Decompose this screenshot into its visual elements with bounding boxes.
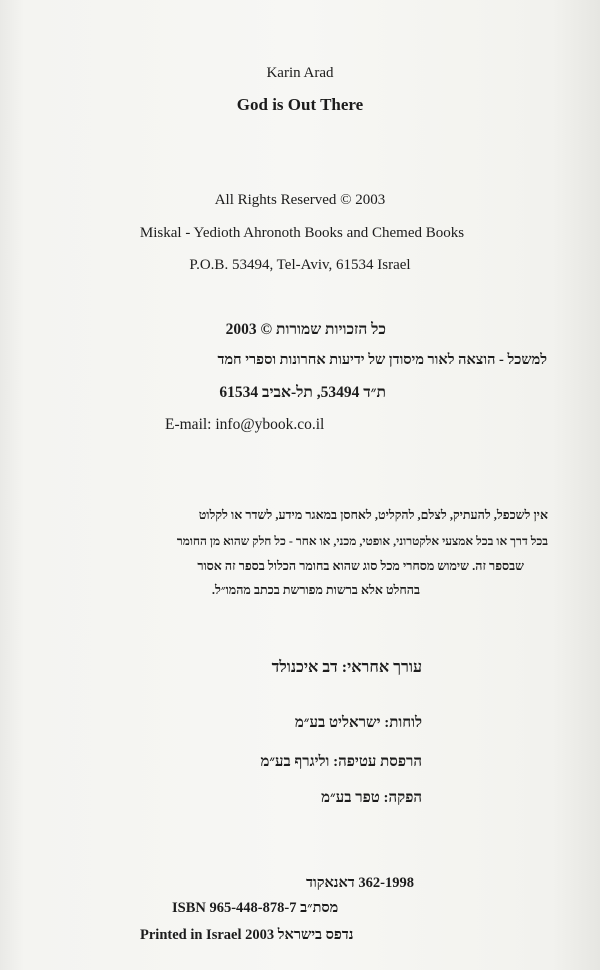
email-line: E-mail: info@ybook.co.il: [165, 416, 325, 433]
rights-reserved-en: All Rights Reserved © 2003: [214, 192, 386, 208]
editor-credit: עורך אחראי: דב איכנולד: [271, 659, 422, 676]
publisher-line-en: Miskal - Yedioth Ahronoth Books and Chemed Books: [139, 225, 465, 241]
isbn-line: ISBN 965-448-878-7 מסת״ב: [172, 900, 339, 916]
production-credit: הפקה: טפר בע״מ: [321, 790, 422, 806]
plates-credit: לוחות: ישראליט בע״מ: [294, 715, 422, 731]
danacode-line: 362-1998 דאנאקוד: [306, 875, 414, 891]
author-name: Karin Arad: [266, 65, 334, 81]
printed-in-israel-line: Printed in Israel 2003 נדפס בישראל: [140, 927, 354, 943]
book-title: God is Out There: [236, 95, 364, 114]
address-line-en: P.O.B. 53494, Tel-Aviv, 61534 Israel: [189, 257, 411, 273]
publisher-line-he: למשכל - הוצאה לאור מיסודן של ידיעות אחרונות וספרי חמד: [217, 352, 547, 368]
cover-print-credit: הרפסת עטיפה: וליגרף בע״מ: [260, 754, 422, 770]
notice-line-3: שבספר זה. שימוש מסחרי מכל סוג שהוא בחומר הכלול בספר זה אסור: [197, 559, 524, 573]
rights-reserved-he: כל הזכויות שמורות © 2003: [225, 321, 386, 338]
address-line-he: ת״ד 53494, תל-אביב 61534: [219, 384, 386, 401]
notice-line-4: בהחלט אלא ברשות מפורשת בכתב מהמו״ל.: [211, 583, 420, 597]
notice-line-1: אין לשכפל, להעתיק, לצלם, להקליט, לאחסן במאגר מידע, לשדר או לקלוט: [198, 508, 548, 522]
notice-line-2: בכל דרך או בכל אמצעי אלקטרוני, אופטי, מכני, או אחר - כל חלק שהוא מן החומר: [176, 534, 548, 548]
